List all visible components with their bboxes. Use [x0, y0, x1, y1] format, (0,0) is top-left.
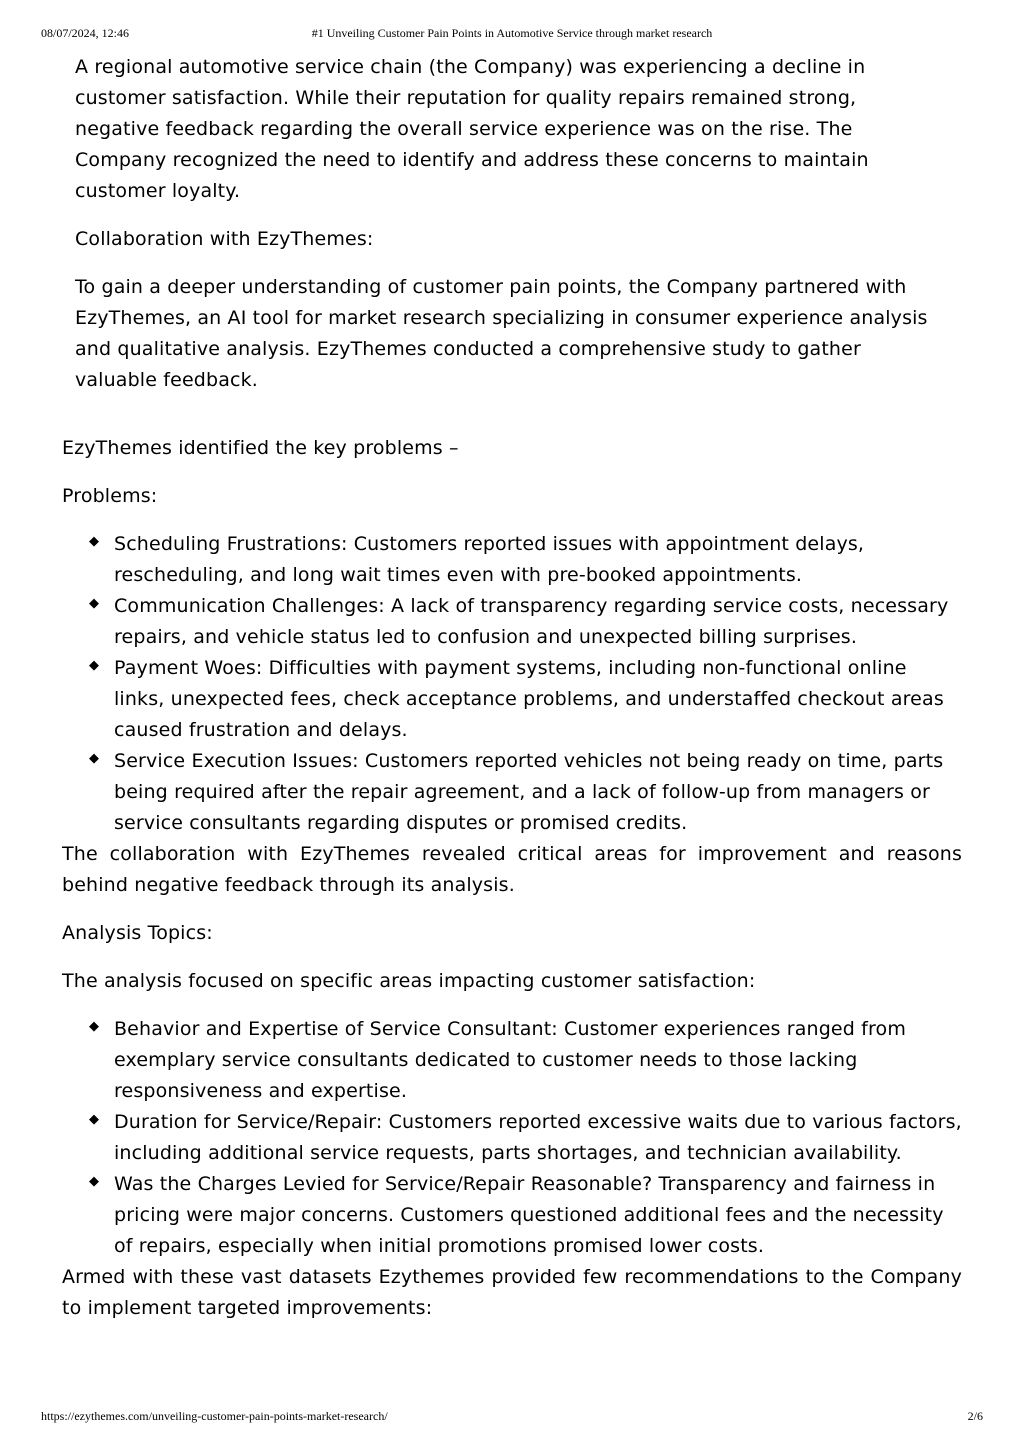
intro-section: [62, 52, 935, 396]
collaboration-heading: Collaboration with EzyThemes:: [75, 228, 374, 250]
list-item: [62, 746, 962, 839]
analysis-lead: The analysis focused on specific areas impacting customer satisfaction:: [62, 970, 756, 992]
list-item-text: Service Execution Issues: Customers reported vehicles not being ready on time, parts being required after the repair agreement, and a lack of follow-up from managers or service consultants regarding disputes or promised credits.: [114, 750, 944, 834]
analysis-list: [62, 1014, 962, 1262]
problems-list: [62, 529, 962, 839]
collaboration-paragraph: To gain a deeper understanding of customer pain points, the Company partnered with EzyThemes, an AI tool for market research specializing in consumer experience analysis and qualitative analysis. EzyThemes conducted a comprehensive study to gather valuable feedback.: [75, 276, 928, 391]
intro-paragraph: A regional automotive service chain (the Company) was experiencing a decline in customer satisfaction. While their reputation for quality repairs remained strong, negative feedback regarding the overall service experience was on the rise. The Company recognized the need to identify and address these concerns to maintain customer loyalty.: [75, 56, 869, 202]
print-datetime: 08/07/2024, 12:46: [41, 26, 130, 40]
list-item-text: Scheduling Frustrations: Customers reported issues with appointment delays, rescheduling, and long wait times even with pre-booked appointments.: [114, 533, 865, 586]
list-item: [62, 529, 962, 591]
list-item-text: Was the Charges Levied for Service/Repair Reasonable? Transparency and fairness in pricing were major concerns. Customers questioned additional fees and the necessity of repairs, especially when initial promotions promised lower costs.: [114, 1173, 944, 1257]
diamond-bullet-icon: ◆: [89, 534, 100, 549]
problems-lead: EzyThemes identified the key problems –: [62, 437, 459, 459]
diamond-bullet-icon: ◆: [89, 658, 100, 673]
print-page-title: #1 Unveiling Customer Pain Points in Automotive Service through market research: [311, 26, 713, 40]
diamond-bullet-icon: ◆: [89, 1019, 100, 1034]
list-item-text: Duration for Service/Repair: Customers reported excessive waits due to various factors, including additional service requests, parts shortages, and technician availability.: [114, 1111, 962, 1164]
analysis-heading: Analysis Topics:: [62, 922, 213, 944]
problems-summary: The collaboration with EzyThemes revealed critical areas for improvement and reasons behind negative feedback through its analysis.: [62, 843, 962, 896]
diamond-bullet-icon: ◆: [89, 596, 100, 611]
list-item: [62, 1169, 962, 1262]
list-item: [62, 1014, 962, 1107]
diamond-bullet-icon: ◆: [89, 1174, 100, 1189]
article-content: [62, 52, 962, 1324]
problems-heading: Problems:: [62, 485, 158, 507]
list-item-text: Behavior and Expertise of Service Consultant: Customer experiences ranged from exemplary service consultants dedicated to customer needs to those lacking responsiveness and expertise.: [114, 1018, 906, 1102]
list-item: [62, 591, 962, 653]
page-number: 2/6: [967, 1409, 983, 1423]
list-item-text: Payment Woes: Difficulties with payment systems, including non-functional online links, unexpected fees, check acceptance problems, and understaffed checkout areas caused frustration and delays.: [114, 657, 944, 741]
print-footer: [0, 1409, 1024, 1425]
diamond-bullet-icon: ◆: [89, 751, 100, 766]
print-header: [0, 26, 1024, 42]
list-item: [62, 653, 962, 746]
analysis-closing: Armed with these vast datasets Ezythemes provided few recommendations to the Company to implement targeted improvements:: [62, 1266, 962, 1319]
footer-url-link[interactable]: https://ezythemes.com/unveiling-customer-pain-points-market-research/: [41, 1409, 388, 1423]
diamond-bullet-icon: ◆: [89, 1112, 100, 1127]
list-item: [62, 1107, 962, 1169]
list-item-text: Communication Challenges: A lack of transparency regarding service costs, necessary repairs, and vehicle status led to confusion and unexpected billing surprises.: [114, 595, 949, 648]
